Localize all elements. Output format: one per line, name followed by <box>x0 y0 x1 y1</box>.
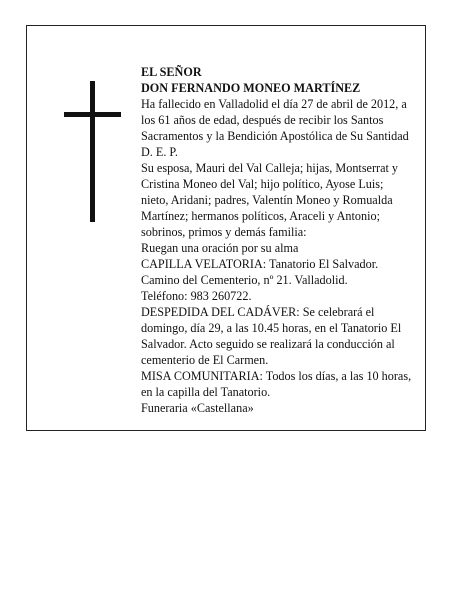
text-line: Ha fallecido en Valladolid el día 27 de abril de 2012, a <box>141 97 407 111</box>
text-line: Martínez; hermanos políticos, Araceli y Antonio; <box>141 209 380 223</box>
text-line: Sacramentos y la Bendición Apostólica de Su Santidad <box>141 129 409 143</box>
obituary-text <box>141 64 451 416</box>
text-line: sobrinos, primos y demás familia: <box>141 225 307 239</box>
text-line: nieto, Aridani; padres, Valentín Moneo y Romualda <box>141 193 393 207</box>
text-line: Ruegan una oración por su alma <box>141 241 299 255</box>
text-line: domingo, día 29, a las 10.45 horas, en el Tanatorio El <box>141 321 402 335</box>
cross-icon-vertical-bar <box>90 81 95 222</box>
text-line: Salvador. Acto seguido se realizará la conducción al <box>141 337 395 351</box>
text-line: cementerio de El Carmen. <box>141 353 269 367</box>
cross-icon-horizontal-bar <box>64 112 121 117</box>
text-line: CAPILLA VELATORIA: Tanatorio El Salvador. <box>141 257 379 271</box>
text-line: Teléfono: 983 260722. <box>141 289 252 303</box>
text-line: en la capilla del Tanatorio. <box>141 385 271 399</box>
deceased-name: DON FERNANDO MONEO MARTÍNEZ <box>141 81 361 95</box>
funeral-home: Funeraria «Castellana» <box>141 401 254 415</box>
obituary-notice <box>26 25 426 431</box>
text-line: MISA COMUNITARIA: Todos los días, a las 10 horas, <box>141 369 412 383</box>
text-line: Camino del Cementerio, nº 21. Valladolid. <box>141 273 348 287</box>
text-line: Su esposa, Mauri del Val Calleja; hijas, Montserrat y <box>141 161 399 175</box>
text-line: D. E. P. <box>141 145 178 159</box>
text-line: Cristina Moneo del Val; hijo político, Ayose Luis; <box>141 177 384 191</box>
title-line: EL SEÑOR <box>141 65 202 79</box>
text-line: DESPEDIDA DEL CADÁVER: Se celebrará el <box>141 305 375 319</box>
text-line: los 61 años de edad, después de recibir los Santos <box>141 113 384 127</box>
